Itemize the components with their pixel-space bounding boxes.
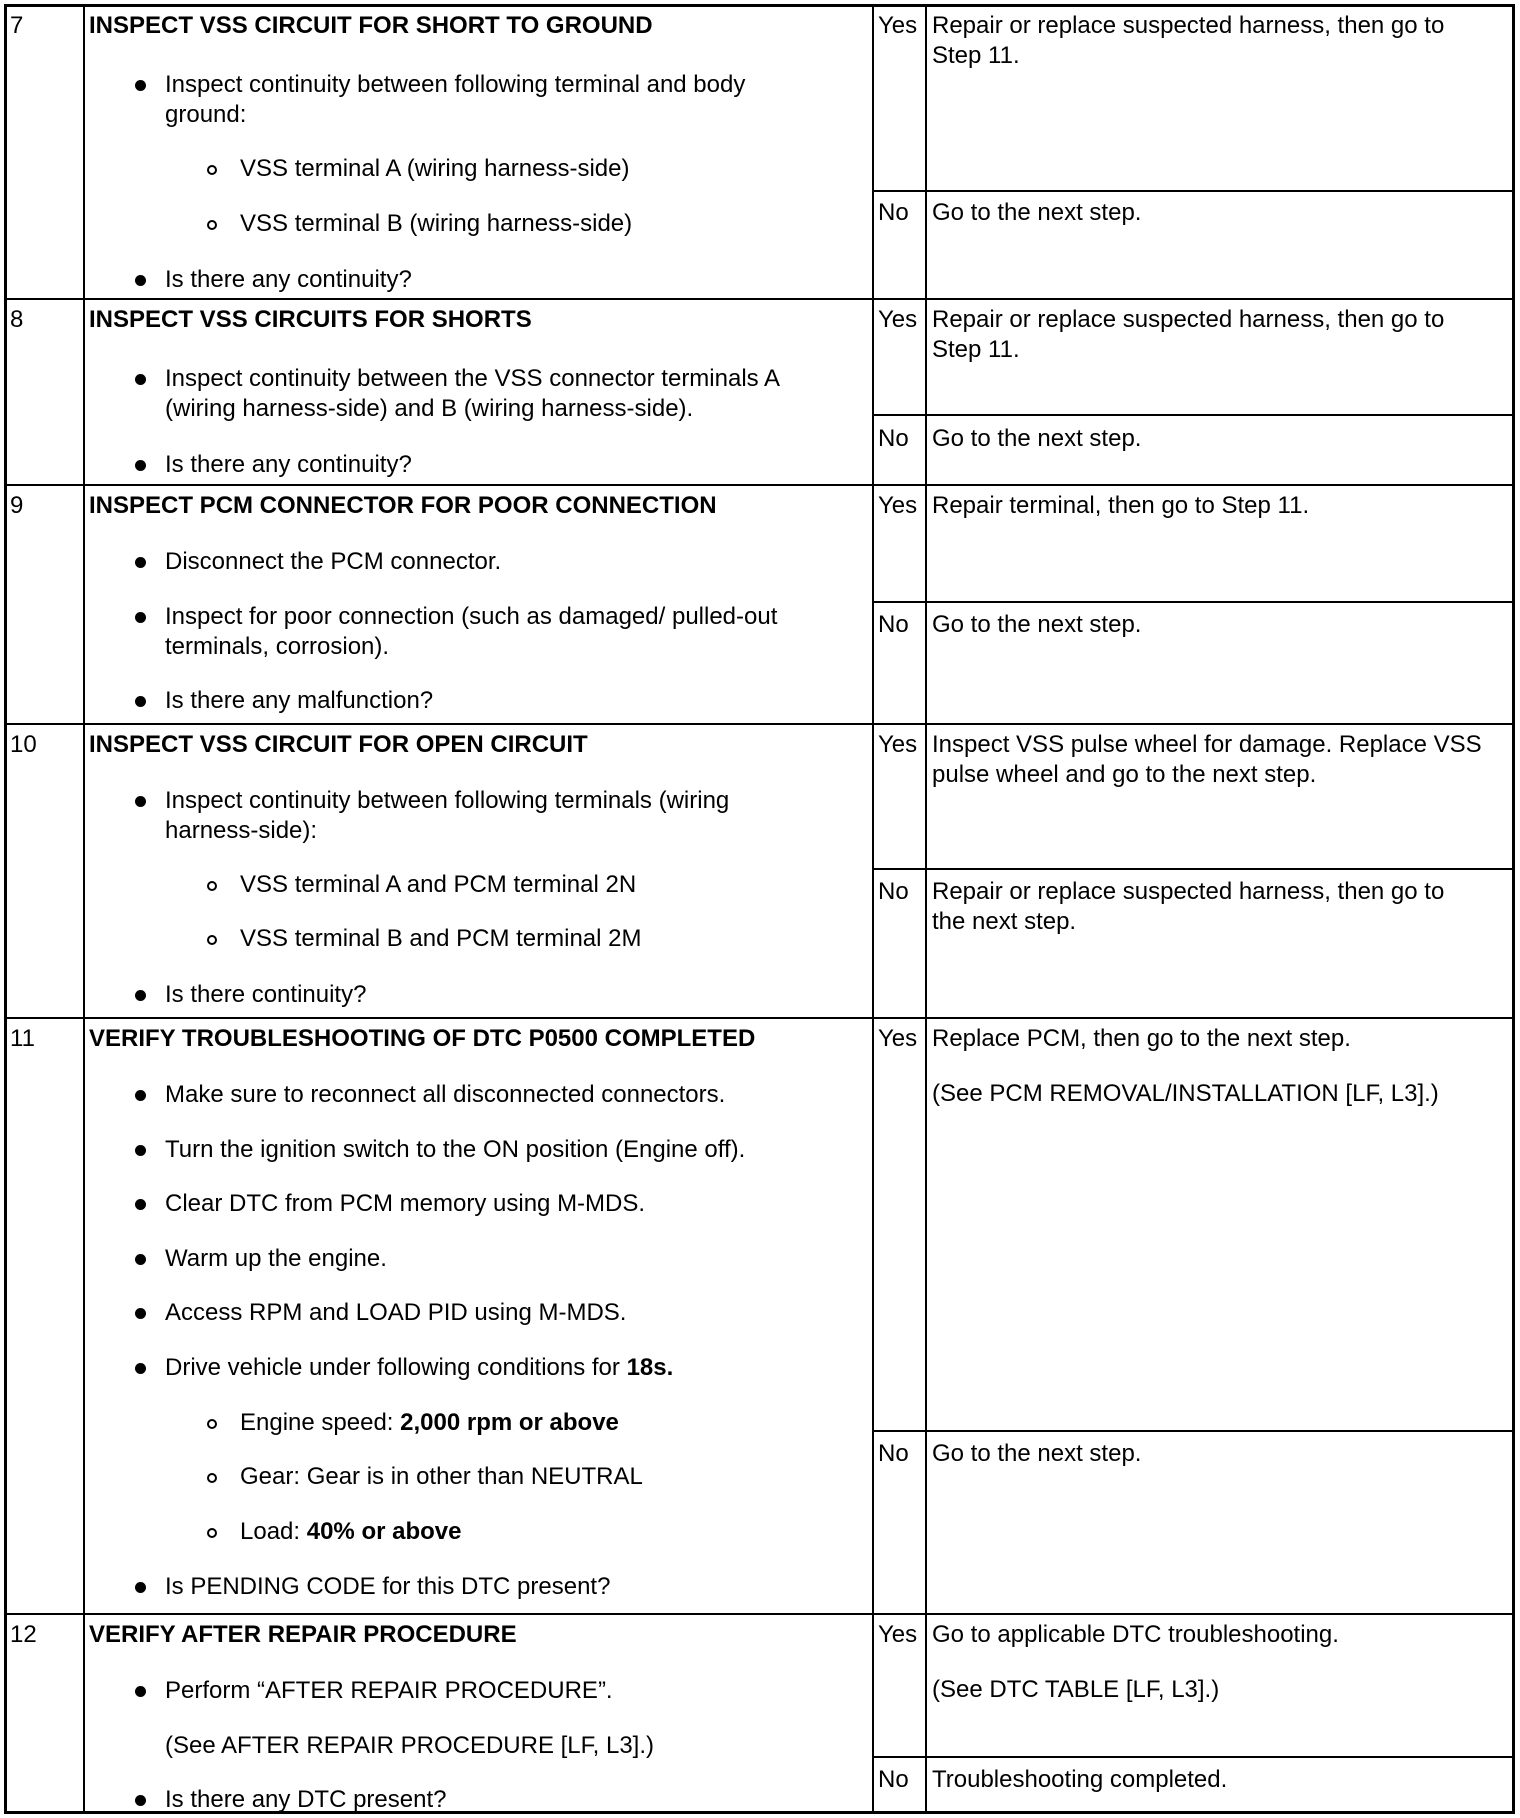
yes-label: Yes	[878, 306, 918, 333]
bullet-item-text: Is there any continuity?	[165, 266, 412, 293]
yes-action-text: (See DTC TABLE [LF, L3].)	[932, 1676, 1220, 1703]
bullet-item-text: Is PENDING CODE for this DTC present?	[165, 1573, 611, 1600]
sub-item-emphasis: 2,000 rpm or above	[400, 1409, 619, 1436]
no-label: No	[878, 199, 909, 226]
yes-action-text: Repair terminal, then go to Step 11.	[932, 492, 1310, 519]
bullet-item-text: Turn the ignition switch to the ON position (Engine off).	[165, 1136, 746, 1163]
sub-item-text-part: Engine speed:	[240, 1409, 401, 1436]
no-action-text: Go to the next step.	[932, 1440, 1142, 1467]
bullet-item-text: Make sure to reconnect all disconnected connectors.	[165, 1081, 726, 1108]
step-title: VERIFY AFTER REPAIR PROCEDURE	[89, 1621, 517, 1648]
step-number: 12	[10, 1621, 37, 1648]
yes-label: Yes	[878, 1025, 918, 1052]
sub-item-text	[240, 154, 629, 184]
yes-no-divider	[872, 190, 1515, 192]
yes-action-text: Go to applicable DTC troubleshooting.	[932, 1621, 1339, 1648]
bullet-icon	[135, 460, 146, 471]
bullet-item-text: Warm up the engine.	[165, 1245, 387, 1272]
yes-label: Yes	[878, 12, 918, 39]
bullet-icon	[135, 796, 146, 807]
sub-item-text-part: VSS terminal A and PCM terminal 2N	[240, 871, 637, 898]
yes-no-divider	[872, 868, 1515, 870]
no-label: No	[878, 1766, 909, 1793]
bullet-item-text: (wiring harness-side) and B (wiring harness-side).	[165, 395, 694, 422]
yes-no-divider	[872, 414, 1515, 416]
step-title: INSPECT PCM CONNECTOR FOR POOR CONNECTION	[89, 492, 717, 519]
bullet-icon	[135, 1145, 146, 1156]
bullet-icon	[135, 1308, 146, 1319]
bullet-icon	[135, 80, 146, 91]
yes-no-divider	[872, 1430, 1515, 1432]
bullet-icon	[135, 1254, 146, 1265]
bullet-item-emphasis: 18s.	[626, 1354, 674, 1381]
bullet-item-text: Inspect for poor connection (such as damaged/ pulled-out	[165, 603, 778, 630]
column-divider	[83, 4, 85, 1814]
sub-bullet-icon	[207, 935, 217, 945]
bullet-item-text: Is there any continuity?	[165, 451, 412, 478]
step-title: INSPECT VSS CIRCUIT FOR OPEN CIRCUIT	[89, 731, 588, 758]
sub-bullet-icon	[207, 1419, 217, 1429]
sub-item-text	[240, 870, 636, 900]
bullet-icon	[135, 275, 146, 286]
bullet-item-text-part: Drive vehicle under following conditions for	[165, 1354, 627, 1381]
bullet-icon	[135, 990, 146, 1001]
sub-item-text-part: Gear: Gear is in other than NEUTRAL	[240, 1463, 643, 1490]
no-label: No	[878, 878, 909, 905]
step-title: INSPECT VSS CIRCUITS FOR SHORTS	[89, 306, 532, 333]
bullet-icon	[135, 1795, 146, 1806]
no-action-text: Go to the next step.	[932, 199, 1142, 226]
step-number: 11	[10, 1025, 35, 1052]
sub-item-text	[240, 1517, 461, 1547]
no-action-text: Repair or replace suspected harness, then go to	[932, 878, 1445, 905]
sub-item-text-part: Load:	[240, 1518, 307, 1545]
bullet-icon	[135, 696, 146, 707]
sub-item-text-part: VSS terminal A (wiring harness-side)	[240, 155, 630, 182]
step-number: 10	[10, 731, 37, 758]
yes-action-text: Repair or replace suspected harness, then go to	[932, 12, 1445, 39]
yes-action-text: Repair or replace suspected harness, then go to	[932, 306, 1445, 333]
bullet-item-text: Is there continuity?	[165, 981, 367, 1008]
sub-item-text-part: VSS terminal B (wiring harness-side)	[240, 210, 633, 237]
step-title: INSPECT VSS CIRCUIT FOR SHORT TO GROUND	[89, 12, 653, 39]
yes-label: Yes	[878, 1621, 918, 1648]
yes-no-divider	[872, 1756, 1515, 1758]
sub-item-text	[240, 209, 632, 239]
yes-action-text: Step 11.	[932, 42, 1020, 69]
bullet-icon	[135, 1582, 146, 1593]
bullet-icon	[135, 1199, 146, 1210]
row-divider	[4, 1613, 1515, 1615]
sub-item-text	[240, 924, 641, 954]
sub-item-text	[240, 1408, 619, 1438]
bullet-icon	[135, 1363, 146, 1374]
step-title: VERIFY TROUBLESHOOTING OF DTC P0500 COMPLETED	[89, 1025, 756, 1052]
bullet-item-text: Inspect continuity between following terminal and body	[165, 71, 746, 98]
sub-item-text-part: VSS terminal B and PCM terminal 2M	[240, 925, 642, 952]
bullet-item-text: Is there any DTC present?	[165, 1786, 447, 1813]
row-divider	[4, 1017, 1515, 1019]
bullet-icon	[135, 557, 146, 568]
yes-no-divider	[872, 601, 1515, 603]
row-divider	[4, 723, 1515, 725]
bullet-icon	[135, 612, 146, 623]
reference-note: (See AFTER REPAIR PROCEDURE [LF, L3].)	[165, 1732, 655, 1759]
no-label: No	[878, 611, 909, 638]
yes-action-text: Inspect VSS pulse wheel for damage. Replace VSS	[932, 731, 1482, 758]
bullet-item-text: ground:	[165, 101, 247, 128]
yes-action-text: (See PCM REMOVAL/INSTALLATION [LF, L3].)	[932, 1080, 1439, 1107]
sub-bullet-icon	[207, 165, 217, 175]
sub-bullet-icon	[207, 220, 217, 230]
bullet-item-text: terminals, corrosion).	[165, 633, 390, 660]
bullet-item-text: Perform “AFTER REPAIR PROCEDURE”.	[165, 1677, 613, 1704]
bullet-item-text: Clear DTC from PCM memory using M-MDS.	[165, 1190, 646, 1217]
column-divider	[872, 4, 874, 1814]
bullet-item-text: Inspect continuity between the VSS connector terminals A	[165, 365, 781, 392]
bullet-icon	[135, 1686, 146, 1697]
row-divider	[4, 298, 1515, 300]
column-divider	[925, 4, 927, 1814]
bullet-item-text: harness-side):	[165, 817, 318, 844]
sub-item-text	[240, 1462, 643, 1492]
step-number: 7	[10, 12, 24, 39]
sub-bullet-icon	[207, 881, 217, 891]
bullet-item-text: Disconnect the PCM connector.	[165, 548, 502, 575]
bullet-item-text: Access RPM and LOAD PID using M-MDS.	[165, 1299, 627, 1326]
bullet-icon	[135, 1090, 146, 1101]
no-action-text: Go to the next step.	[932, 425, 1142, 452]
no-label: No	[878, 1440, 909, 1467]
bullet-item-text	[165, 1353, 673, 1383]
no-action-text: Troubleshooting completed.	[932, 1766, 1228, 1793]
bullet-item-text: Inspect continuity between following terminals (wiring	[165, 787, 730, 814]
no-action-text: the next step.	[932, 908, 1077, 935]
bullet-item-text: Is there any malfunction?	[165, 687, 434, 714]
sub-bullet-icon	[207, 1473, 217, 1483]
yes-action-text: Step 11.	[932, 336, 1020, 363]
yes-label: Yes	[878, 731, 918, 758]
step-number: 9	[10, 492, 24, 519]
yes-action-text: Replace PCM, then go to the next step.	[932, 1025, 1351, 1052]
step-number: 8	[10, 306, 24, 333]
sub-bullet-icon	[207, 1528, 217, 1538]
bullet-icon	[135, 374, 146, 385]
yes-label: Yes	[878, 492, 918, 519]
row-divider	[4, 484, 1515, 486]
no-label: No	[878, 425, 909, 452]
sub-item-emphasis: 40% or above	[306, 1518, 462, 1545]
no-action-text: Go to the next step.	[932, 611, 1142, 638]
yes-action-text: pulse wheel and go to the next step.	[932, 761, 1317, 788]
